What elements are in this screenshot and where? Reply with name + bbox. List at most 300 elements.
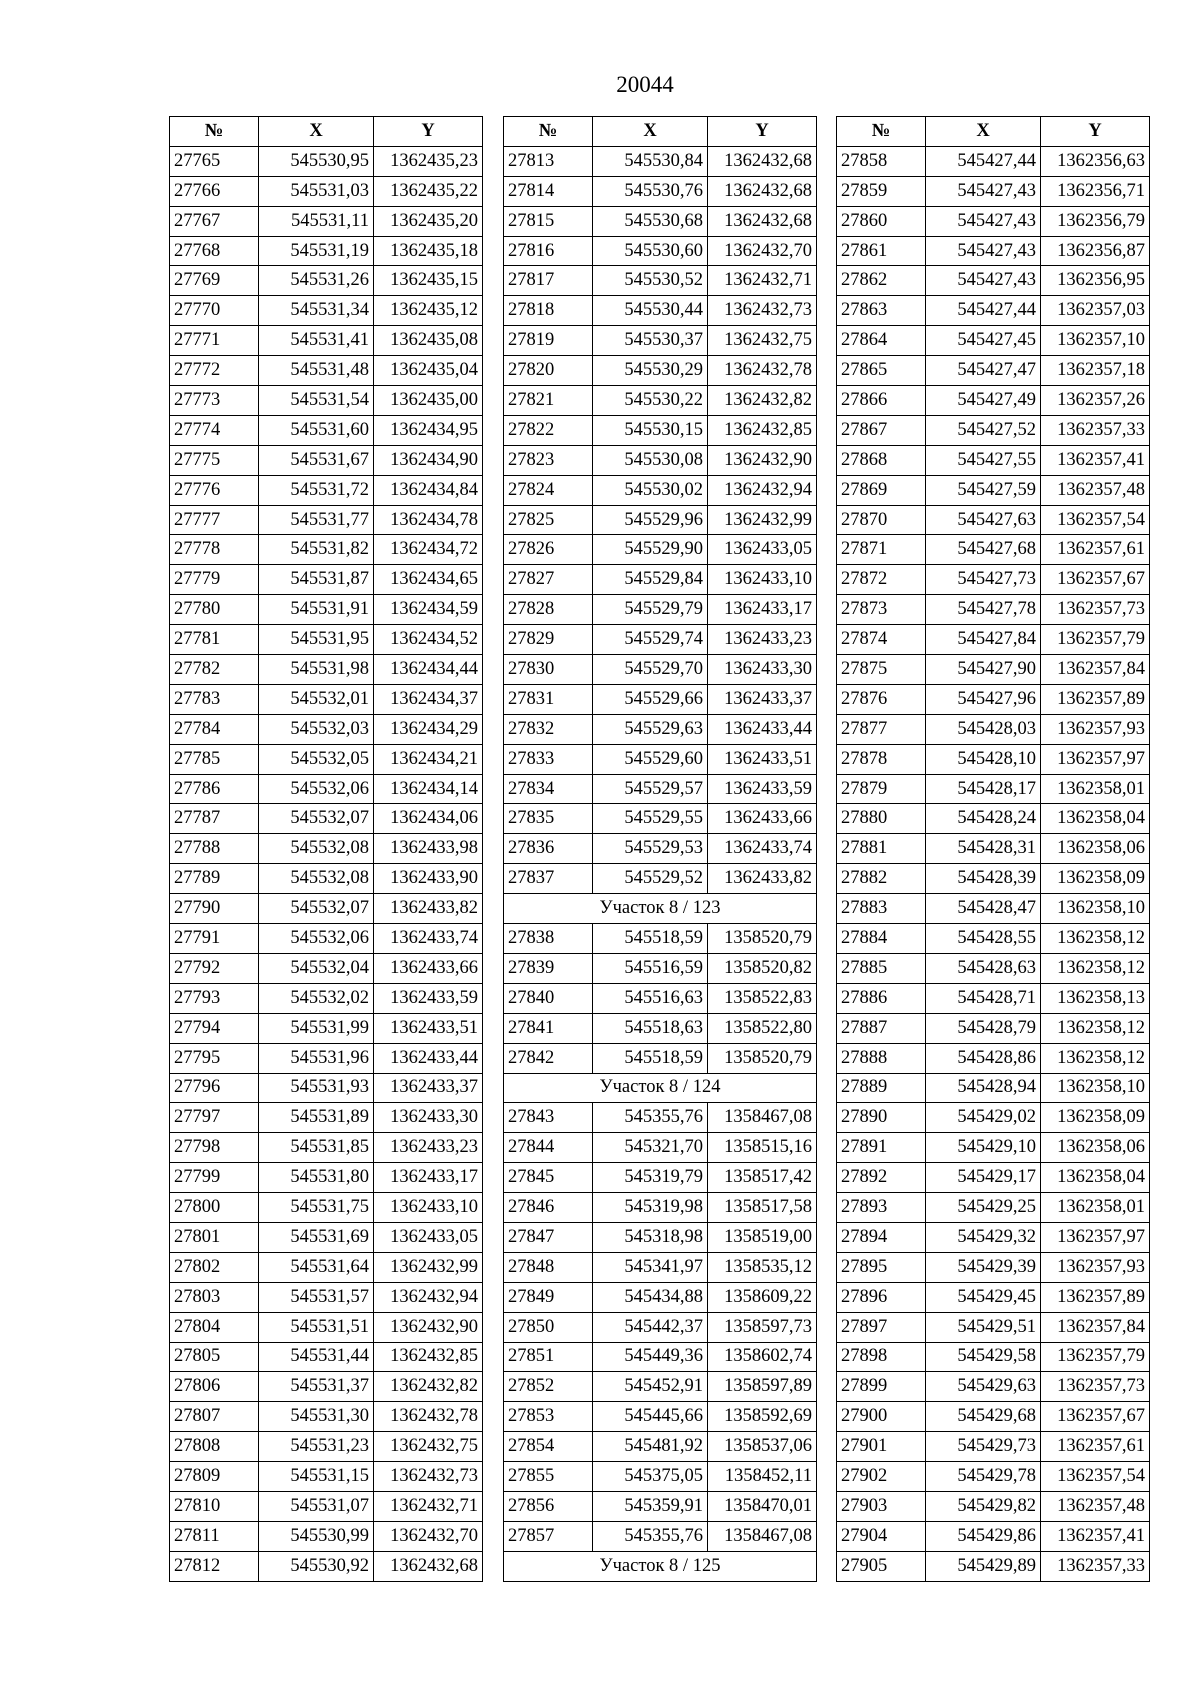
x-coordinate-cell: 545529,60 [593, 744, 708, 774]
header-x: X [593, 117, 708, 147]
point-number-cell: 27805 [170, 1342, 259, 1372]
x-coordinate-cell: 545531,77 [259, 505, 374, 535]
y-coordinate-cell: 1362357,89 [1041, 1282, 1150, 1312]
point-number-cell: 27827 [504, 565, 593, 595]
point-number-cell: 27796 [170, 1073, 259, 1103]
x-coordinate-cell: 545531,96 [259, 1043, 374, 1073]
table-row [170, 834, 483, 864]
x-coordinate-cell: 545532,05 [259, 744, 374, 774]
point-number-cell: 27890 [837, 1103, 926, 1133]
y-coordinate-cell: 1362357,84 [1041, 655, 1150, 685]
y-coordinate-cell: 1362432,99 [374, 1252, 483, 1282]
y-coordinate-cell: 1362432,75 [374, 1432, 483, 1462]
y-coordinate-cell: 1362358,12 [1041, 1043, 1150, 1073]
x-coordinate-cell: 545428,17 [926, 774, 1041, 804]
x-coordinate-cell: 545530,22 [593, 386, 708, 416]
y-coordinate-cell: 1362357,89 [1041, 684, 1150, 714]
y-coordinate-cell: 1358597,89 [708, 1372, 817, 1402]
coordinates-table-3 [836, 116, 1150, 1582]
x-coordinate-cell: 545428,71 [926, 983, 1041, 1013]
table-row [504, 1013, 817, 1043]
point-number-cell: 27768 [170, 236, 259, 266]
x-coordinate-cell: 545427,43 [926, 206, 1041, 236]
y-coordinate-cell: 1362434,59 [374, 595, 483, 625]
x-coordinate-cell: 545518,59 [593, 924, 708, 954]
point-number-cell: 27787 [170, 804, 259, 834]
table-row [170, 266, 483, 296]
y-coordinate-cell: 1362432,68 [708, 146, 817, 176]
point-number-cell: 27899 [837, 1372, 926, 1402]
y-coordinate-cell: 1362435,15 [374, 266, 483, 296]
point-number-cell: 27781 [170, 625, 259, 655]
table-row [170, 475, 483, 505]
header-y: Y [374, 117, 483, 147]
table-row [170, 1073, 483, 1103]
y-coordinate-cell: 1362357,54 [1041, 505, 1150, 535]
y-coordinate-cell: 1362433,66 [708, 804, 817, 834]
x-coordinate-cell: 545530,99 [259, 1521, 374, 1551]
point-number-cell: 27812 [170, 1551, 259, 1581]
point-number-cell: 27801 [170, 1222, 259, 1252]
x-coordinate-cell: 545531,87 [259, 565, 374, 595]
table-row [504, 864, 817, 894]
table-row [504, 1372, 817, 1402]
table-row [170, 176, 483, 206]
table-row [504, 1103, 817, 1133]
point-number-cell: 27893 [837, 1193, 926, 1223]
y-coordinate-cell: 1362357,93 [1041, 714, 1150, 744]
table-row [837, 804, 1150, 834]
y-coordinate-cell: 1362358,04 [1041, 804, 1150, 834]
x-coordinate-cell: 545429,25 [926, 1193, 1041, 1223]
table-row [170, 953, 483, 983]
point-number-cell: 27843 [504, 1103, 593, 1133]
x-coordinate-cell: 545428,31 [926, 834, 1041, 864]
y-coordinate-cell: 1362432,71 [708, 266, 817, 296]
y-coordinate-cell: 1362433,98 [374, 834, 483, 864]
x-coordinate-cell: 545530,84 [593, 146, 708, 176]
table-row [504, 1462, 817, 1492]
x-coordinate-cell: 545531,07 [259, 1491, 374, 1521]
x-coordinate-cell: 545375,05 [593, 1462, 708, 1492]
point-number-cell: 27793 [170, 983, 259, 1013]
y-coordinate-cell: 1362432,75 [708, 326, 817, 356]
x-coordinate-cell: 545427,63 [926, 505, 1041, 535]
x-coordinate-cell: 545531,95 [259, 625, 374, 655]
x-coordinate-cell: 545529,55 [593, 804, 708, 834]
point-number-cell: 27870 [837, 505, 926, 535]
table-row [170, 535, 483, 565]
y-coordinate-cell: 1362435,18 [374, 236, 483, 266]
point-number-cell: 27874 [837, 625, 926, 655]
x-coordinate-cell: 545427,68 [926, 535, 1041, 565]
table-row [170, 1103, 483, 1133]
x-coordinate-cell: 545428,39 [926, 864, 1041, 894]
table-row [837, 266, 1150, 296]
y-coordinate-cell: 1362434,44 [374, 655, 483, 685]
y-coordinate-cell: 1362358,06 [1041, 1133, 1150, 1163]
y-coordinate-cell: 1362433,74 [708, 834, 817, 864]
y-coordinate-cell: 1362433,17 [374, 1163, 483, 1193]
x-coordinate-cell: 545429,73 [926, 1432, 1041, 1462]
table-row [837, 714, 1150, 744]
x-coordinate-cell: 545355,76 [593, 1521, 708, 1551]
x-coordinate-cell: 545531,91 [259, 595, 374, 625]
point-number-cell: 27864 [837, 326, 926, 356]
y-coordinate-cell: 1358517,58 [708, 1193, 817, 1223]
table-row [504, 595, 817, 625]
point-number-cell: 27840 [504, 983, 593, 1013]
table-row [837, 236, 1150, 266]
table-row [504, 655, 817, 685]
y-coordinate-cell: 1362432,70 [374, 1521, 483, 1551]
table-row [504, 1222, 817, 1252]
y-coordinate-cell: 1362356,95 [1041, 266, 1150, 296]
x-coordinate-cell: 545428,24 [926, 804, 1041, 834]
x-coordinate-cell: 545531,26 [259, 266, 374, 296]
table-row [504, 804, 817, 834]
y-coordinate-cell: 1362356,79 [1041, 206, 1150, 236]
x-coordinate-cell: 545359,91 [593, 1491, 708, 1521]
x-coordinate-cell: 545531,23 [259, 1432, 374, 1462]
point-number-cell: 27876 [837, 684, 926, 714]
x-coordinate-cell: 545481,92 [593, 1432, 708, 1462]
table-row [504, 1252, 817, 1282]
x-coordinate-cell: 545341,97 [593, 1252, 708, 1282]
table-row [504, 744, 817, 774]
table-row [837, 1402, 1150, 1432]
point-number-cell: 27833 [504, 744, 593, 774]
table-row [504, 1043, 817, 1073]
point-number-cell: 27878 [837, 744, 926, 774]
y-coordinate-cell: 1362357,10 [1041, 326, 1150, 356]
table-row [837, 1282, 1150, 1312]
point-number-cell: 27832 [504, 714, 593, 744]
point-number-cell: 27785 [170, 744, 259, 774]
point-number-cell: 27836 [504, 834, 593, 864]
x-coordinate-cell: 545532,02 [259, 983, 374, 1013]
point-number-cell: 27822 [504, 415, 593, 445]
table-row [504, 1133, 817, 1163]
y-coordinate-cell: 1358520,79 [708, 924, 817, 954]
table-row [170, 146, 483, 176]
x-coordinate-cell: 545530,44 [593, 296, 708, 326]
table-row [837, 535, 1150, 565]
y-coordinate-cell: 1358537,06 [708, 1432, 817, 1462]
table-row [504, 386, 817, 416]
x-coordinate-cell: 545427,55 [926, 445, 1041, 475]
point-number-cell: 27842 [504, 1043, 593, 1073]
table-row [837, 625, 1150, 655]
point-number-cell: 27837 [504, 864, 593, 894]
point-number-cell: 27775 [170, 445, 259, 475]
table-row [837, 1432, 1150, 1462]
y-coordinate-cell: 1362433,82 [374, 894, 483, 924]
point-number-cell: 27790 [170, 894, 259, 924]
y-coordinate-cell: 1362433,10 [708, 565, 817, 595]
y-coordinate-cell: 1362357,48 [1041, 475, 1150, 505]
point-number-cell: 27804 [170, 1312, 259, 1342]
point-number-cell: 27888 [837, 1043, 926, 1073]
table-row [837, 744, 1150, 774]
table-row [837, 386, 1150, 416]
table-row [504, 415, 817, 445]
point-number-cell: 27872 [837, 565, 926, 595]
point-number-cell: 27905 [837, 1551, 926, 1581]
y-coordinate-cell: 1362358,04 [1041, 1163, 1150, 1193]
section-title: Участок 8 / 125 [504, 1551, 817, 1581]
table-row [837, 1193, 1150, 1223]
y-coordinate-cell: 1362357,18 [1041, 356, 1150, 386]
point-number-cell: 27863 [837, 296, 926, 326]
table-row [504, 1521, 817, 1551]
y-coordinate-cell: 1362434,95 [374, 415, 483, 445]
y-coordinate-cell: 1362434,37 [374, 684, 483, 714]
table-row [837, 894, 1150, 924]
y-coordinate-cell: 1362433,05 [374, 1222, 483, 1252]
x-coordinate-cell: 545529,90 [593, 535, 708, 565]
header-number: № [837, 117, 926, 147]
point-number-cell: 27770 [170, 296, 259, 326]
table-row [504, 535, 817, 565]
point-number-cell: 27835 [504, 804, 593, 834]
x-coordinate-cell: 545427,96 [926, 684, 1041, 714]
y-coordinate-cell: 1362432,73 [374, 1462, 483, 1492]
table-row [837, 1521, 1150, 1551]
section-row [504, 1073, 817, 1103]
y-coordinate-cell: 1362433,30 [708, 655, 817, 685]
x-coordinate-cell: 545449,36 [593, 1342, 708, 1372]
table-row [170, 1193, 483, 1223]
x-coordinate-cell: 545427,45 [926, 326, 1041, 356]
x-coordinate-cell: 545530,68 [593, 206, 708, 236]
x-coordinate-cell: 545530,08 [593, 445, 708, 475]
y-coordinate-cell: 1362434,78 [374, 505, 483, 535]
y-coordinate-cell: 1362432,85 [708, 415, 817, 445]
point-number-cell: 27859 [837, 176, 926, 206]
y-coordinate-cell: 1362433,37 [708, 684, 817, 714]
x-coordinate-cell: 545532,06 [259, 924, 374, 954]
point-number-cell: 27789 [170, 864, 259, 894]
table-row [170, 1521, 483, 1551]
point-number-cell: 27806 [170, 1372, 259, 1402]
y-coordinate-cell: 1362433,37 [374, 1073, 483, 1103]
point-number-cell: 27777 [170, 505, 259, 535]
table-row [504, 684, 817, 714]
y-coordinate-cell: 1362357,61 [1041, 535, 1150, 565]
table-row [504, 1432, 817, 1462]
point-number-cell: 27828 [504, 595, 593, 625]
x-coordinate-cell: 545516,63 [593, 983, 708, 1013]
x-coordinate-cell: 545531,30 [259, 1402, 374, 1432]
point-number-cell: 27885 [837, 953, 926, 983]
y-coordinate-cell: 1362432,94 [708, 475, 817, 505]
x-coordinate-cell: 545429,45 [926, 1282, 1041, 1312]
point-number-cell: 27780 [170, 595, 259, 625]
point-number-cell: 27776 [170, 475, 259, 505]
y-coordinate-cell: 1362435,08 [374, 326, 483, 356]
table-row [170, 864, 483, 894]
point-number-cell: 27853 [504, 1402, 593, 1432]
point-number-cell: 27904 [837, 1521, 926, 1551]
x-coordinate-cell: 545429,78 [926, 1462, 1041, 1492]
table-row [837, 1551, 1150, 1581]
y-coordinate-cell: 1362434,65 [374, 565, 483, 595]
point-number-cell: 27798 [170, 1133, 259, 1163]
x-coordinate-cell: 545531,98 [259, 655, 374, 685]
y-coordinate-cell: 1362358,09 [1041, 1103, 1150, 1133]
x-coordinate-cell: 545531,67 [259, 445, 374, 475]
point-number-cell: 27830 [504, 655, 593, 685]
table-row [170, 1462, 483, 1492]
x-coordinate-cell: 545445,66 [593, 1402, 708, 1432]
y-coordinate-cell: 1358520,79 [708, 1043, 817, 1073]
x-coordinate-cell: 545532,03 [259, 714, 374, 744]
point-number-cell: 27894 [837, 1222, 926, 1252]
table-row [170, 655, 483, 685]
x-coordinate-cell: 545531,89 [259, 1103, 374, 1133]
table-row [504, 326, 817, 356]
x-coordinate-cell: 545429,86 [926, 1521, 1041, 1551]
x-coordinate-cell: 545529,74 [593, 625, 708, 655]
point-number-cell: 27831 [504, 684, 593, 714]
x-coordinate-cell: 545427,47 [926, 356, 1041, 386]
point-number-cell: 27848 [504, 1252, 593, 1282]
table-row [837, 146, 1150, 176]
x-coordinate-cell: 545429,89 [926, 1551, 1041, 1581]
table-row [170, 1282, 483, 1312]
point-number-cell: 27819 [504, 326, 593, 356]
x-coordinate-cell: 545427,49 [926, 386, 1041, 416]
point-number-cell: 27851 [504, 1342, 593, 1372]
table-row [170, 744, 483, 774]
y-coordinate-cell: 1362357,67 [1041, 1402, 1150, 1432]
point-number-cell: 27868 [837, 445, 926, 475]
y-coordinate-cell: 1362357,97 [1041, 1222, 1150, 1252]
y-coordinate-cell: 1362433,10 [374, 1193, 483, 1223]
point-number-cell: 27858 [837, 146, 926, 176]
x-coordinate-cell: 545427,43 [926, 176, 1041, 206]
y-coordinate-cell: 1362433,90 [374, 864, 483, 894]
y-coordinate-cell: 1362358,10 [1041, 894, 1150, 924]
table-row [504, 296, 817, 326]
table-row [837, 864, 1150, 894]
table-row [504, 505, 817, 535]
x-coordinate-cell: 545532,07 [259, 804, 374, 834]
x-coordinate-cell: 545529,96 [593, 505, 708, 535]
table-row [170, 356, 483, 386]
point-number-cell: 27860 [837, 206, 926, 236]
point-number-cell: 27834 [504, 774, 593, 804]
y-coordinate-cell: 1362435,00 [374, 386, 483, 416]
point-number-cell: 27802 [170, 1252, 259, 1282]
table-row [170, 505, 483, 535]
table-row [837, 774, 1150, 804]
point-number-cell: 27817 [504, 266, 593, 296]
table-row [504, 983, 817, 1013]
table-row [504, 1491, 817, 1521]
x-coordinate-cell: 545429,63 [926, 1372, 1041, 1402]
y-coordinate-cell: 1358467,08 [708, 1103, 817, 1133]
header-number: № [504, 117, 593, 147]
y-coordinate-cell: 1362433,59 [708, 774, 817, 804]
point-number-cell: 27788 [170, 834, 259, 864]
y-coordinate-cell: 1362435,22 [374, 176, 483, 206]
x-coordinate-cell: 545531,93 [259, 1073, 374, 1103]
table-row [837, 1163, 1150, 1193]
table-row [170, 1402, 483, 1432]
y-coordinate-cell: 1362357,33 [1041, 1551, 1150, 1581]
y-coordinate-cell: 1362432,94 [374, 1282, 483, 1312]
point-number-cell: 27881 [837, 834, 926, 864]
x-coordinate-cell: 545530,15 [593, 415, 708, 445]
table-row [837, 176, 1150, 206]
table-row [837, 983, 1150, 1013]
point-number-cell: 27882 [837, 864, 926, 894]
point-number-cell: 27773 [170, 386, 259, 416]
x-coordinate-cell: 545531,11 [259, 206, 374, 236]
point-number-cell: 27824 [504, 475, 593, 505]
y-coordinate-cell: 1362357,26 [1041, 386, 1150, 416]
y-coordinate-cell: 1362435,04 [374, 356, 483, 386]
x-coordinate-cell: 545530,52 [593, 266, 708, 296]
x-coordinate-cell: 545532,06 [259, 774, 374, 804]
y-coordinate-cell: 1362358,09 [1041, 864, 1150, 894]
page-number: 20044 [616, 72, 674, 97]
y-coordinate-cell: 1362357,48 [1041, 1491, 1150, 1521]
table-row [837, 415, 1150, 445]
point-number-cell: 27838 [504, 924, 593, 954]
table-row [837, 1222, 1150, 1252]
y-coordinate-cell: 1362433,44 [374, 1043, 483, 1073]
y-coordinate-cell: 1362433,30 [374, 1103, 483, 1133]
x-coordinate-cell: 545531,54 [259, 386, 374, 416]
x-coordinate-cell: 545530,37 [593, 326, 708, 356]
x-coordinate-cell: 545427,78 [926, 595, 1041, 625]
x-coordinate-cell: 545531,51 [259, 1312, 374, 1342]
y-coordinate-cell: 1362357,54 [1041, 1462, 1150, 1492]
point-number-cell: 27779 [170, 565, 259, 595]
x-coordinate-cell: 545531,41 [259, 326, 374, 356]
x-coordinate-cell: 545318,98 [593, 1222, 708, 1252]
table-row [837, 953, 1150, 983]
point-number-cell: 27808 [170, 1432, 259, 1462]
y-coordinate-cell: 1362357,03 [1041, 296, 1150, 326]
table-row [170, 1342, 483, 1372]
table-row [170, 415, 483, 445]
x-coordinate-cell: 545531,75 [259, 1193, 374, 1223]
point-number-cell: 27866 [837, 386, 926, 416]
x-coordinate-cell: 545532,01 [259, 684, 374, 714]
y-coordinate-cell: 1362357,33 [1041, 415, 1150, 445]
table-row [504, 236, 817, 266]
x-coordinate-cell: 545442,37 [593, 1312, 708, 1342]
point-number-cell: 27786 [170, 774, 259, 804]
table-row [504, 146, 817, 176]
point-number-cell: 27886 [837, 983, 926, 1013]
y-coordinate-cell: 1362432,85 [374, 1342, 483, 1372]
point-number-cell: 27792 [170, 953, 259, 983]
table-row [170, 296, 483, 326]
y-coordinate-cell: 1362358,12 [1041, 953, 1150, 983]
table-row [170, 1252, 483, 1282]
x-coordinate-cell: 545529,70 [593, 655, 708, 685]
coordinates-table-2 [503, 116, 817, 1582]
y-coordinate-cell: 1358470,01 [708, 1491, 817, 1521]
point-number-cell: 27847 [504, 1222, 593, 1252]
table-row [837, 1312, 1150, 1342]
table-row [170, 983, 483, 1013]
